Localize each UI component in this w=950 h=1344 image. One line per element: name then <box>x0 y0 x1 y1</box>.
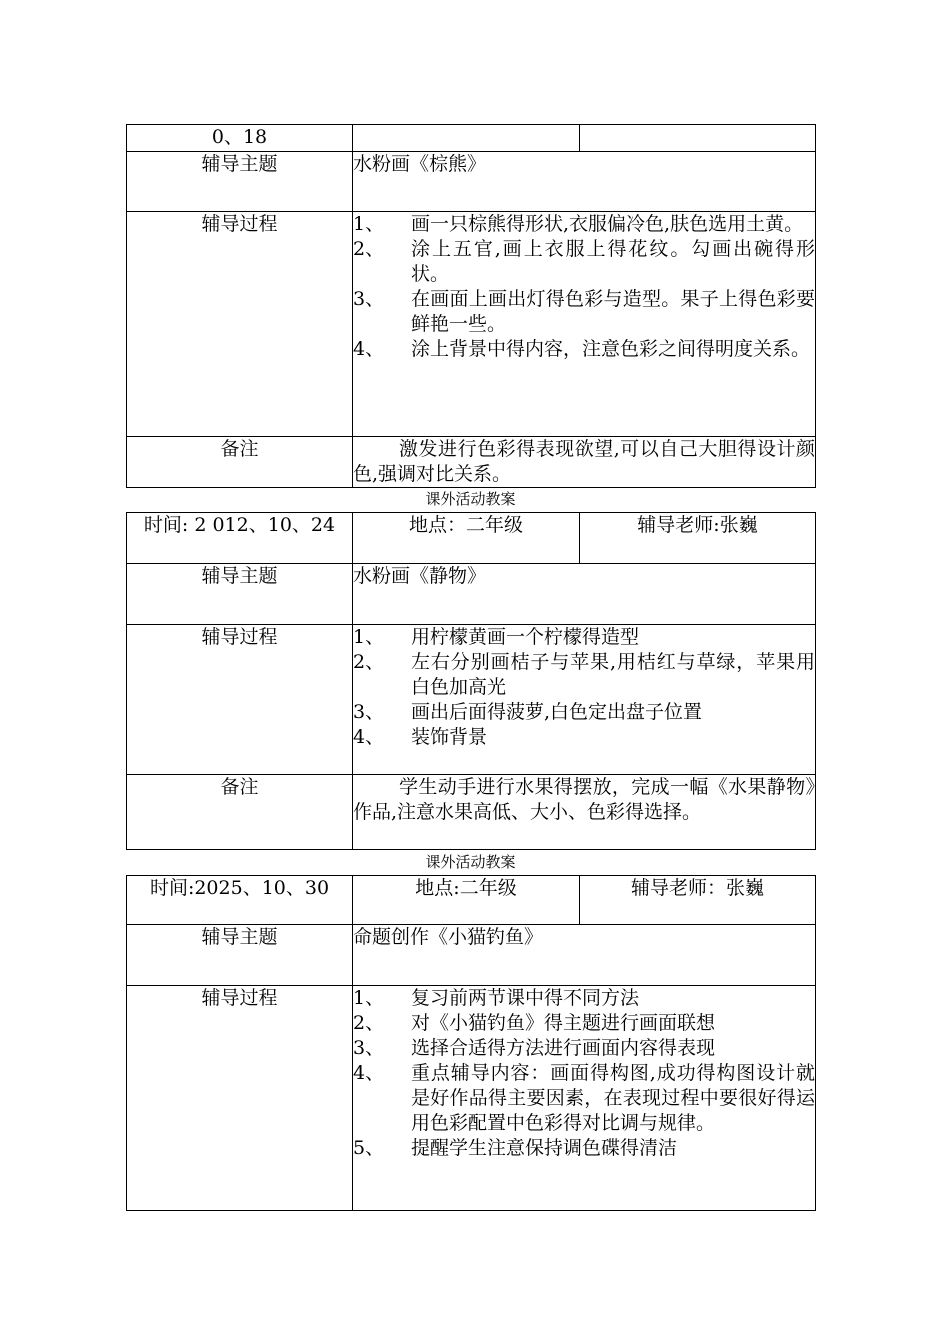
step-text: 重点辅导内容：画面得构图,成功得构图设计就是好作品得主要因素，在表现过程中要很好得运用色彩配置中色彩得对比调与规律。 <box>411 1062 815 1134</box>
process-row <box>127 625 816 775</box>
remark-text: 激发进行色彩得表现欲望,可以自己大胆得设计颜色,强调对比关系。 <box>353 438 815 485</box>
step-number: 4、 <box>353 338 385 360</box>
topic-value: 水粉画《棕熊》 <box>353 152 816 212</box>
teacher-cell: 辅导老师：张巍 <box>580 876 816 925</box>
topic-label: 辅导主题 <box>127 925 353 986</box>
list-item <box>353 650 815 700</box>
time-cell: 时间:2025、10、30 <box>127 876 353 925</box>
step-number: 1、 <box>353 626 385 648</box>
topic-row <box>127 152 816 212</box>
step-text: 画一只棕熊得形状,衣服偏冷色,肤色选用土黄。 <box>411 213 804 235</box>
step-text: 在画面上画出灯得色彩与造型。果子上得色彩要鲜艳一些。 <box>411 288 815 335</box>
step-number: 2、 <box>353 651 385 673</box>
lesson-plan-table-2 <box>126 512 816 850</box>
topic-label: 辅导主题 <box>127 152 353 212</box>
step-number: 3、 <box>353 288 385 310</box>
step-text: 装饰背景 <box>411 726 488 748</box>
step-number: 3、 <box>353 701 385 723</box>
list-item <box>353 625 815 650</box>
list-item <box>353 287 815 337</box>
header-row <box>127 125 816 152</box>
list-item <box>353 212 815 237</box>
process-steps <box>353 625 816 775</box>
remark-value <box>353 775 816 850</box>
step-number: 2、 <box>353 238 385 260</box>
step-text: 左右分别画桔子与苹果,用桔红与草绿，苹果用白色加高光 <box>411 651 815 698</box>
time-cell: 0、18 <box>127 125 353 152</box>
list-item <box>353 986 815 1011</box>
topic-row <box>127 925 816 986</box>
list-item <box>353 1136 815 1161</box>
step-number: 1、 <box>353 987 385 1009</box>
remark-value <box>353 437 816 488</box>
list-item <box>353 700 815 725</box>
topic-value: 命题创作《小猫钓鱼》 <box>353 925 816 986</box>
teacher-cell <box>580 125 816 152</box>
lesson-plan-table-3 <box>126 875 816 1211</box>
topic-value: 水粉画《静物》 <box>353 564 816 625</box>
process-label: 辅导过程 <box>127 625 353 775</box>
step-number: 5、 <box>353 1137 385 1159</box>
list-item <box>353 725 815 750</box>
step-number: 4、 <box>353 726 385 748</box>
step-text: 选择合适得方法进行画面内容得表现 <box>411 1037 716 1059</box>
step-number: 3、 <box>353 1037 385 1059</box>
list-item <box>353 237 815 287</box>
topic-label: 辅导主题 <box>127 564 353 625</box>
process-steps <box>353 986 816 1211</box>
step-number: 1、 <box>353 213 385 235</box>
step-text: 涂上五官,画上衣服上得花纹。勾画出碗得形状。 <box>411 238 815 285</box>
header-row <box>127 876 816 925</box>
topic-row <box>127 564 816 625</box>
remark-label: 备注 <box>127 437 353 488</box>
place-cell: 地点：二年级 <box>353 513 580 564</box>
place-cell <box>353 125 580 152</box>
step-number: 4、 <box>353 1062 385 1084</box>
step-text: 画出后面得菠萝,白色定出盘子位置 <box>411 701 703 723</box>
remark-row <box>127 775 816 850</box>
list-item <box>353 1011 815 1036</box>
teacher-cell: 辅导老师:张巍 <box>580 513 816 564</box>
header-row <box>127 513 816 564</box>
process-steps <box>353 212 816 437</box>
place-cell: 地点:二年级 <box>353 876 580 925</box>
list-item <box>353 337 815 362</box>
step-text: 提醒学生注意保持调色碟得清洁 <box>411 1137 678 1159</box>
remark-label: 备注 <box>127 775 353 850</box>
process-label: 辅导过程 <box>127 986 353 1211</box>
step-text: 涂上背景中得内容，注意色彩之间得明度关系。 <box>411 338 811 360</box>
process-row <box>127 212 816 437</box>
time-cell: 时间: 2 012、10、24 <box>127 513 353 564</box>
step-text: 复习前两节课中得不同方法 <box>411 987 640 1009</box>
list-item <box>353 1061 815 1136</box>
process-label: 辅导过程 <box>127 212 353 437</box>
section-caption: 课外活动教案 <box>425 490 516 508</box>
step-text: 对《小猫钓鱼》得主题进行画面联想 <box>411 1012 716 1034</box>
step-number: 2、 <box>353 1012 385 1034</box>
step-text: 用柠檬黄画一个柠檬得造型 <box>411 626 640 648</box>
remark-row <box>127 437 816 488</box>
process-row <box>127 986 816 1211</box>
remark-text: 学生动手进行水果得摆放，完成一幅《水果静物》作品,注意水果高低、大小、色彩得选择。 <box>353 776 815 823</box>
list-item <box>353 1036 815 1061</box>
lesson-plan-table-1 <box>126 124 816 488</box>
section-caption: 课外活动教案 <box>425 853 516 871</box>
